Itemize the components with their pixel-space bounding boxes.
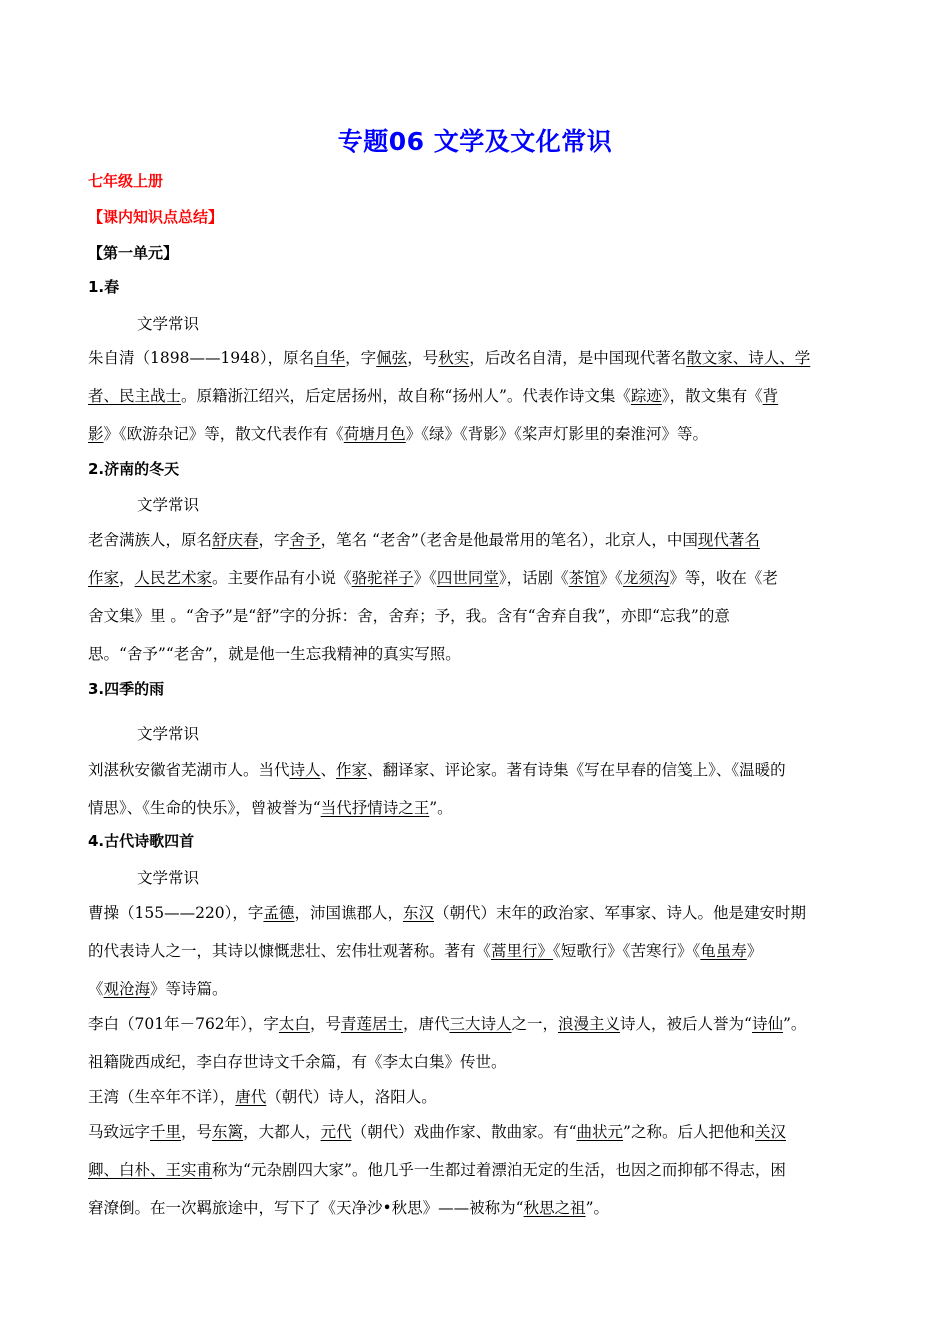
lesson-line bbox=[88, 642, 461, 664]
underlined-term: 踪迹 bbox=[630, 387, 662, 405]
lesson-line bbox=[88, 528, 760, 550]
underlined-term: 人民艺术家 bbox=[134, 569, 213, 587]
text-run: 》《绿》《背影》《桨声灯影里的秦淮河》等。 bbox=[405, 425, 709, 443]
text-run: 思。“舍予”“老舍”，就是他一生忘我精神的真实写照。 bbox=[88, 645, 461, 663]
lesson-line bbox=[88, 1120, 786, 1142]
text-run: ”。 bbox=[429, 799, 453, 817]
text-run: ，号 bbox=[309, 1015, 341, 1033]
text-run: 曹操（155——220），字 bbox=[88, 904, 264, 922]
text-run: 》《 bbox=[413, 569, 437, 587]
underlined-term: 茶馆 bbox=[568, 569, 600, 587]
lesson-line bbox=[88, 901, 806, 923]
text-run: ，大都人， bbox=[243, 1123, 321, 1141]
text-run: ，字 bbox=[345, 349, 377, 367]
underlined-term: 荷塘月色 bbox=[343, 425, 406, 443]
underlined-term: 东篱 bbox=[212, 1123, 244, 1141]
underlined-term: 三大诗人 bbox=[449, 1015, 512, 1033]
underlined-term: 东汉 bbox=[402, 904, 434, 922]
lesson-line bbox=[88, 1196, 609, 1218]
lit-label-4: 文学常识 bbox=[137, 869, 200, 887]
text-run: ， bbox=[119, 569, 135, 587]
underlined-term: 孟德 bbox=[263, 904, 295, 922]
text-run: 舍文集》里 。“舍予”是“舒”字的分拆：舍，舍弃；予，我。含有“舍弃自我”，亦即“忘我”的意 bbox=[88, 607, 730, 625]
text-run: 老舍满族人，原名 bbox=[88, 531, 213, 549]
underlined-term: 四世同堂 bbox=[436, 569, 499, 587]
lesson-heading-2: 2.济南的冬天 bbox=[88, 460, 180, 478]
underlined-term: 散文家、诗人、学 bbox=[686, 349, 811, 367]
unit-header: 【第一单元】 bbox=[88, 244, 179, 262]
lit-label-1: 文学常识 bbox=[137, 315, 200, 333]
underlined-term: 诗仙 bbox=[751, 1015, 783, 1033]
underlined-term: 蒿里行》 bbox=[491, 942, 554, 960]
text-run: ，号 bbox=[181, 1123, 213, 1141]
underlined-term: 秋实 bbox=[438, 349, 470, 367]
text-run: 》 bbox=[746, 942, 763, 960]
text-run: ，沛国谯郡人， bbox=[294, 904, 403, 922]
underlined-term: 曲状元 bbox=[576, 1123, 624, 1141]
text-run: ，号 bbox=[407, 349, 439, 367]
underlined-term: 元代 bbox=[320, 1123, 352, 1141]
text-run: 《 bbox=[88, 980, 104, 998]
text-run: 马致远字 bbox=[88, 1123, 151, 1141]
text-run: 》，话剧《 bbox=[498, 569, 569, 587]
text-run: 的代表诗人之一，其诗以慷慨悲壮、宏伟壮观著称。著有《 bbox=[88, 942, 492, 960]
underlined-term: 舍予 bbox=[289, 531, 321, 549]
underlined-term: 千里 bbox=[150, 1123, 182, 1141]
lesson-heading-3: 3.四季的雨 bbox=[88, 680, 165, 698]
grade-label: 七年级上册 bbox=[88, 172, 164, 190]
underlined-term: 自华 bbox=[314, 349, 346, 367]
underlined-term: 者、民主战士 bbox=[88, 387, 182, 405]
underlined-term: 现代著名 bbox=[697, 531, 760, 549]
underlined-term: 关汉 bbox=[754, 1123, 786, 1141]
underlined-term: 舒庆春 bbox=[212, 531, 259, 549]
lit-label-2: 文学常识 bbox=[137, 496, 200, 514]
underlined-term: 龟虽寿 bbox=[700, 942, 747, 960]
underlined-term: 唐代 bbox=[235, 1088, 267, 1106]
text-run: ，笔名 “老舍”（老舍是他最常用的笔名），北京人，中国 bbox=[320, 531, 698, 549]
lesson-line bbox=[88, 977, 228, 999]
text-run: ，唐代 bbox=[402, 1015, 450, 1033]
text-run: 、翻译家、评论家。著有诗集《写在早春的信笺上》、《温暖的 bbox=[367, 761, 786, 779]
text-run: 李白（701年－762年），字 bbox=[88, 1015, 279, 1033]
underlined-term: 影 bbox=[88, 425, 104, 443]
underlined-term: 佩弦 bbox=[376, 349, 408, 367]
text-run: 王湾（生卒年不详）， bbox=[88, 1088, 236, 1106]
lesson-line bbox=[88, 758, 786, 780]
text-run: 》《 bbox=[599, 569, 623, 587]
text-run: 祖籍陇西成纪，李白存世诗文千余篇，有《李太白集》传世。 bbox=[88, 1053, 507, 1071]
lesson-line bbox=[88, 1050, 507, 1072]
underlined-term: 背 bbox=[762, 387, 779, 405]
text-run: 《短歌行》《苦寒行》《 bbox=[553, 942, 701, 960]
page-title: 专题06 文学及文化常识 bbox=[337, 127, 613, 156]
lesson-line bbox=[88, 1012, 806, 1034]
text-run: 情思》、《生命的快乐》，曾被誉为“ bbox=[88, 799, 321, 817]
underlined-term: 骆驼祥子 bbox=[351, 569, 414, 587]
underlined-term: 太白 bbox=[278, 1015, 310, 1033]
text-run: ”之称。后人把他和 bbox=[623, 1123, 755, 1141]
underlined-term: 观沧海 bbox=[103, 980, 151, 998]
underlined-term: 青莲居士 bbox=[340, 1015, 403, 1033]
text-run: 、 bbox=[320, 761, 337, 779]
lesson-line bbox=[88, 566, 778, 588]
text-run: 。原籍浙江绍兴，后定居扬州，故自称“扬州人”。代表作诗文集《 bbox=[181, 387, 631, 405]
lesson-line bbox=[88, 1158, 786, 1180]
underlined-term: 浪漫主义 bbox=[558, 1015, 621, 1033]
lesson-line bbox=[88, 604, 730, 626]
underlined-term: 作家 bbox=[336, 761, 368, 779]
underlined-term: 龙须沟 bbox=[622, 569, 670, 587]
underlined-term: 秋思之祖 bbox=[523, 1199, 586, 1217]
lesson-heading-4: 4.古代诗歌四首 bbox=[88, 832, 195, 850]
text-run: 。主要作品有小说《 bbox=[212, 569, 352, 587]
text-run: 诗人，被后人誉为“ bbox=[620, 1015, 752, 1033]
underlined-term: 当代抒情诗之王 bbox=[320, 799, 430, 817]
lesson-line bbox=[88, 384, 778, 406]
text-run: 之一， bbox=[511, 1015, 559, 1033]
text-run: ”。 bbox=[585, 1199, 610, 1217]
text-run: 窘潦倒。在一次羁旅途中，写下了《天净沙•秋思》——被称为“ bbox=[88, 1199, 524, 1217]
text-run: 刘湛秋安徽省芜湖市人。当代 bbox=[88, 761, 290, 779]
section-header: 【课内知识点总结】 bbox=[88, 208, 224, 226]
text-run: ”。 bbox=[782, 1015, 807, 1033]
text-run: 称为“元杂剧四大家”。他几乎一生都过着漂泊无定的生活，也因之而抑郁不得志，困 bbox=[212, 1161, 786, 1179]
lesson-line bbox=[88, 939, 762, 961]
text-run: （朝代）戏曲作家、散曲家。有“ bbox=[351, 1123, 577, 1141]
text-run: 》《欧游杂记》等，散文代表作有《 bbox=[103, 425, 344, 443]
lesson-line bbox=[88, 346, 810, 368]
underlined-term: 诗人 bbox=[289, 761, 321, 779]
text-run: 》等，收在《老 bbox=[669, 569, 778, 587]
text-run: （朝代）末年的政治家、军事家、诗人。他是建安时期 bbox=[433, 904, 806, 922]
text-run: 朱自清（1898——1948），原名 bbox=[88, 349, 315, 367]
text-run: ，字 bbox=[258, 531, 290, 549]
underlined-term: 作家 bbox=[88, 569, 120, 587]
text-run: 》，散文集有《 bbox=[661, 387, 763, 405]
lesson-heading-1: 1.春 bbox=[88, 278, 120, 296]
text-run: 》等诗篇。 bbox=[150, 980, 228, 998]
lit-label-3: 文学常识 bbox=[137, 725, 200, 743]
text-run: （朝代）诗人，洛阳人。 bbox=[266, 1088, 437, 1106]
lesson-line bbox=[88, 796, 453, 818]
lesson-line bbox=[88, 1085, 437, 1107]
lesson-line bbox=[88, 422, 708, 444]
text-run: ，后改名自清，是中国现代著名 bbox=[469, 349, 687, 367]
underlined-term: 卿、白朴、王实甫 bbox=[88, 1161, 213, 1179]
